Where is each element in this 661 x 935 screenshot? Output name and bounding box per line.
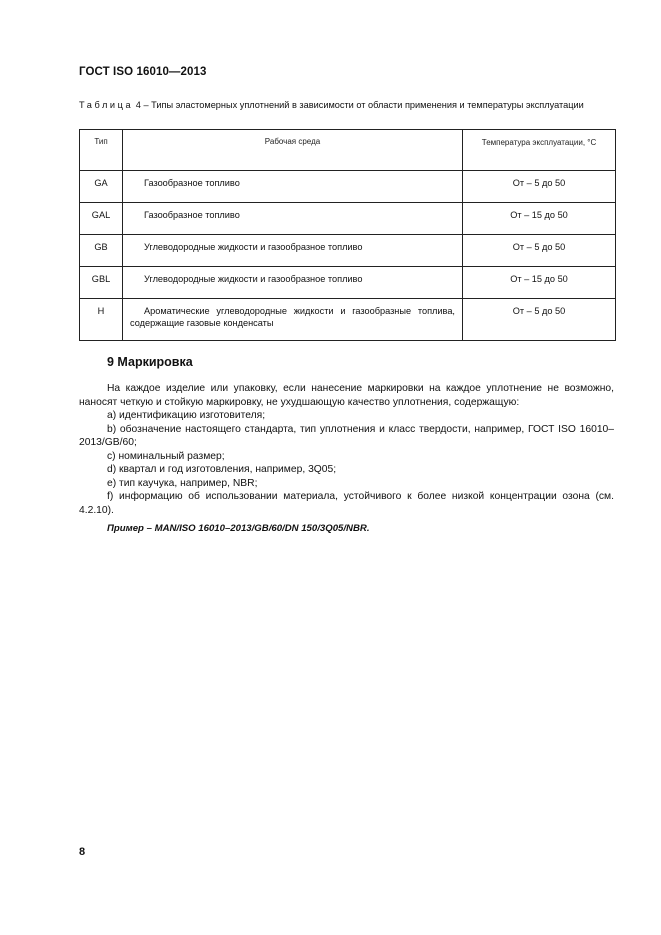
paragraph-intro: На каждое изделие или упаковку, если нанесение маркировки на каждое уплотнение не возможно, наносят четкую и стойкую маркировку, не ухудшающую качество уплотнения, содержащую: (79, 383, 614, 408)
cell-type: GA (80, 171, 123, 203)
header-medium: Рабочая среда (123, 130, 463, 171)
table-caption-text: – Типы эластомерных уплотнений в зависимости от области применения и температуры эксплуатации (143, 100, 584, 110)
cell-medium (123, 171, 463, 203)
table-row (80, 235, 616, 267)
list-item-d: d) квартал и год изготовления, например, 3Q05; (107, 464, 337, 475)
list-item-f: f) информацию об использовании материала, устойчивого к более низкой концентрации озона (см. 4.2.10). (79, 491, 614, 516)
cell-medium (123, 267, 463, 299)
table-row (80, 203, 616, 235)
section-body (79, 382, 614, 517)
cell-medium-text: Углеводородные жидкости и газообразное топливо (144, 242, 363, 252)
cell-temperature: От – 15 до 50 (463, 267, 616, 299)
cell-medium (123, 235, 463, 267)
header-temperature: Температура эксплуатации, °С (463, 130, 616, 171)
table-header-row (80, 130, 616, 171)
table-caption-label: Таблица (79, 100, 134, 110)
cell-type: GBL (80, 267, 123, 299)
section-title: 9 Маркировка (107, 355, 193, 369)
cell-type: GB (80, 235, 123, 267)
cell-temperature: От – 15 до 50 (463, 203, 616, 235)
list-item-a: a) идентификацию изготовителя; (107, 410, 266, 421)
cell-medium (123, 203, 463, 235)
table-row (80, 267, 616, 299)
table-caption (79, 99, 614, 111)
table-caption-number: 4 (135, 100, 141, 110)
cell-medium-text: Газообразное топливо (144, 210, 240, 220)
cell-medium (123, 299, 463, 341)
cell-temperature: От – 5 до 50 (463, 299, 616, 341)
cell-medium-text: Ароматические углеводородные жидкости и газообразные топлива, содержащие газовые конденсаты (130, 306, 455, 328)
cell-temperature: От – 5 до 50 (463, 235, 616, 267)
cell-medium-text: Углеводородные жидкости и газообразное топливо (144, 274, 363, 284)
page-number: 8 (79, 846, 86, 858)
list-item-c: c) номинальный размер; (107, 450, 225, 462)
document-header: ГОСТ ISO 16010—2013 (79, 66, 207, 78)
table-row (80, 171, 616, 203)
cell-medium-text: Газообразное топливо (144, 178, 240, 188)
cell-type: H (80, 299, 123, 341)
list-item-e: e) тип каучука, например, NBR; (107, 477, 258, 489)
list-item-b: b) обозначение настоящего стандарта, тип уплотнения и класс твердости, например, ГОСТ ISO 16010–2013/GB/60; (79, 423, 614, 448)
cell-type: GAL (80, 203, 123, 235)
header-type: Тип (80, 130, 123, 171)
marking-example: Пример – MAN/ISO 16010–2013/GB/60/DN 150/3Q05/NBR. (107, 523, 370, 534)
seal-types-table (79, 129, 616, 341)
table-row (80, 299, 616, 341)
cell-temperature: От – 5 до 50 (463, 171, 616, 203)
